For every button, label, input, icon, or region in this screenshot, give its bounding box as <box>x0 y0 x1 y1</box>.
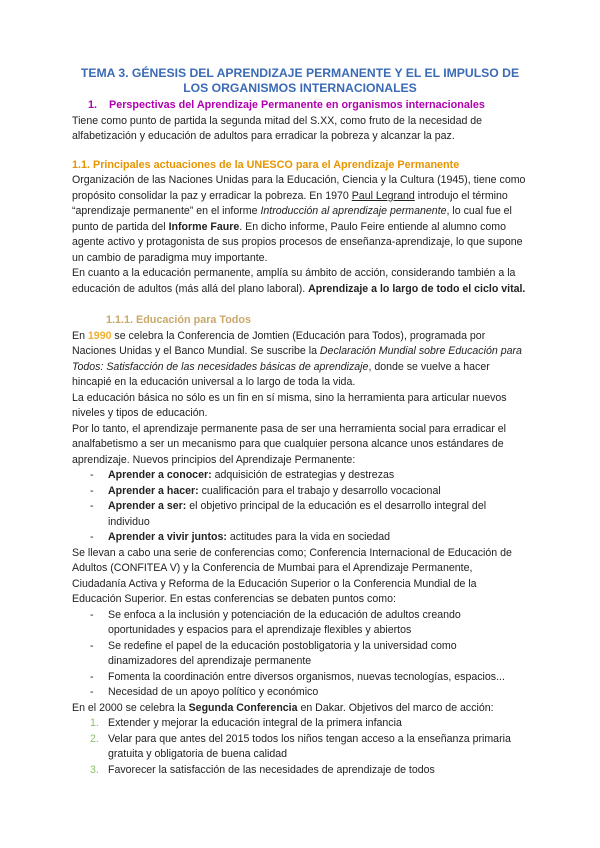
text-run: introdujo el término “aprendizaje permanente” en el informe <box>72 189 508 217</box>
list-item <box>90 732 528 763</box>
section-1-1-paragraph-1 <box>72 173 528 266</box>
year-highlight: 1990 <box>87 329 112 342</box>
list-number: 2. <box>90 732 99 745</box>
declaration-title-italic: Declaración Mundial sobre Educación para Todos: Satisfacción de las necesidades básicas de aprendizaje <box>72 345 522 373</box>
debate-points-list <box>72 608 528 701</box>
list-item: - Se redefine el papel de la educación postobligatoria y la universidad como dinamizadores del aprendizaje permanente <box>90 639 528 670</box>
principles-list <box>72 468 528 546</box>
text-run: , lo cual fue el punto de partida del <box>72 205 512 233</box>
list-item <box>90 484 528 500</box>
section-1-heading <box>88 98 528 114</box>
principle-text: adquisición de estrategias y destrezas <box>211 469 395 481</box>
text-run: En cuanto a la educación permanente, amplía su ámbito de acción, considerando también a la educación de adultos (más allá del plano laboral). <box>72 267 516 295</box>
list-number: 3. <box>90 763 99 776</box>
document-page <box>72 66 528 778</box>
principle-label: Aprender a conocer: <box>108 469 212 481</box>
text-run: en Dakar. Objetivos del marco de acción: <box>297 701 494 714</box>
principle-text: cualificación para el trabajo y desarrollo vocacional <box>198 484 441 497</box>
section-1-number: 1. <box>88 99 98 111</box>
section-1-1-1-paragraph-4: Se llevan a cabo una serie de conferencias como; Conferencia Internacional de Educación de Adultos (CONFITEA V) y la Conferencia de Mumbai para el Aprendizaje Permanente, Ciudadanía Activa y Reforma de la Educación Superior o la Conferencia Mundial de la Educación Superior. En estas conferencias se debaten puntos como: <box>72 546 512 605</box>
segunda-conferencia-bold: Segunda Conferencia <box>188 701 298 714</box>
section-1-1-paragraph-2 <box>72 266 528 297</box>
report-title-italic: Introducción al aprendizaje permanente <box>260 205 447 217</box>
list-item: - Necesidad de un apoyo político y económico <box>90 685 528 701</box>
objective-text: Favorecer la satisfacción de las necesidades de aprendizaje de todos <box>108 763 435 776</box>
list-item <box>90 716 528 732</box>
list-item <box>90 763 528 779</box>
list-item <box>90 499 528 530</box>
text-run: Organización de las Naciones Unidas para la Educación, Ciencia y la Cultura (1945), tiene como propósito consolidar la paz y erradicar la pobreza. En 1970 <box>72 174 526 202</box>
list-item <box>90 468 528 484</box>
informe-faure-bold: Informe Faure <box>168 220 240 233</box>
objective-text: Velar para que antes del 2015 todos los niños tengan acceso a la enseñanza primaria gratuita y obligatoria de buena calidad <box>108 732 511 760</box>
paul-legrand-link[interactable]: Paul Legrand <box>351 189 415 202</box>
section-1-1-1-paragraph-1 <box>72 329 528 391</box>
section-1-1-heading: 1.1. Principales actuaciones de la UNESCO para el Aprendizaje Permanente <box>72 158 460 171</box>
objectives-list <box>72 716 528 778</box>
principle-label: Aprender a hacer: <box>108 484 199 497</box>
section-1-intro: Tiene como punto de partida la segunda mitad del S.XX, como fruto de la necesidad de alfabetización y educación de adultos para erradicar la pobreza y alcanzar la paz. <box>72 114 483 142</box>
list-item <box>90 530 528 546</box>
text-run: se celebra la Conferencia de Jomtien (Educación para Todos), programada por Naciones Unidas y el Banco Mundial. Se suscribe la <box>72 329 486 357</box>
principle-text: actitudes para la vida en sociedad <box>226 531 391 543</box>
lifelong-learning-bold: Aprendizaje a lo largo de todo el ciclo vital. <box>308 282 526 295</box>
text-run: , donde se vuelve a hacer hincapié en la educación universal a lo largo de toda la vida. <box>72 360 490 388</box>
principle-text: el objetivo principal de la educación es el desarrollo integral del individuo <box>108 500 487 528</box>
text-run: En <box>72 329 88 342</box>
section-1-1-1-heading: 1.1.1. Educación para Todos <box>106 314 251 326</box>
section-1-1-1-paragraph-3: Por lo tanto, el aprendizaje permanente pasa de ser una herramienta social para erradicar el analfabetismo a ser un mecanismo para que cualquier persona alcance unos estándares de aprendizaje. Nuevos principios del Aprendizaje Permanente: <box>72 422 507 466</box>
list-number: 1. <box>90 717 99 729</box>
section-1-1-1-paragraph-2: La educación básica no sólo es un fin en sí misma, sino la herramienta para articular nuevos niveles y tipos de educación. <box>72 391 507 419</box>
text-run: . En dicho informe, Paulo Feire entiende al alumno como agente activo y protagonista de sus propios procesos de enseñanza-aprendizaje, lo que supone un cambio de paradigma muy importante. <box>72 220 523 264</box>
principle-label: Aprender a ser: <box>108 500 187 512</box>
objective-text: Extender y mejorar la educación integral de la primera infancia <box>108 717 402 729</box>
text-run: En el 2000 se celebra la <box>72 701 189 714</box>
list-item: - Se enfoca a la inclusión y potenciación de la educación de adultos creando oportunidades y espacios para el aprendizaje flexibles y abiertos <box>90 608 528 639</box>
principle-label: Aprender a vivir juntos: <box>108 531 227 543</box>
document-title: TEMA 3. GÉNESIS DEL APRENDIZAJE PERMANENTE Y EL EL IMPULSO DE LOS ORGANISMOS INTERNACIONALES <box>80 66 520 95</box>
section-1-1-1-paragraph-5 <box>72 701 528 717</box>
list-item: - Fomenta la coordinación entre diversos organismos, nuevas tecnologías, espacios... <box>90 670 528 686</box>
section-1-heading-text: Perspectivas del Aprendizaje Permanente en organismos internacionales <box>109 99 485 111</box>
